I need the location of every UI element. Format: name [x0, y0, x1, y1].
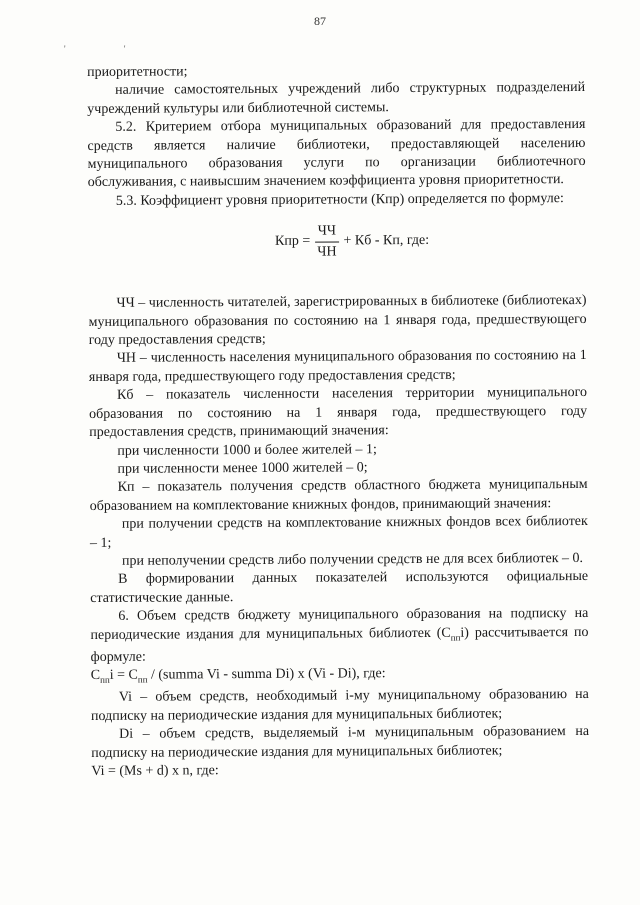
- definition-vi: Vi – объем средств, необходимый i-му муниципальному образованию на подписку на периодические издания для муниципальных библиотек;: [90, 687, 589, 724]
- definition-di: Di – объем средств, выделяемый i-м муниципальным образованием на подписку на периодические издания для муниципальных библиотек;: [91, 724, 590, 761]
- kp-value-0: при неполучении средств либо получении средств не для всех библиотек – 0.: [121, 550, 584, 569]
- definition-kb: Кб – показатель численности населения территории муниципального образования по состоянию на 1 января года, предшествующего году предоставления средств, принимающий значения:: [89, 385, 588, 441]
- fraction-numerator: ЧЧ: [315, 221, 339, 242]
- paragraph-6-subscript: пп: [450, 632, 461, 643]
- formula-lhs: Кпр =: [274, 233, 311, 249]
- fraction: [314, 221, 339, 262]
- definition-chn: ЧН – численность населения муниципального образования по состоянию на 1 января года, предшествующего году предоставления средств;: [88, 348, 587, 385]
- kb-value-1: при численности 1000 и более жителей – 1;: [117, 441, 377, 459]
- formula-kpr: [88, 216, 586, 267]
- document-body: [87, 61, 589, 781]
- formula-rhs: + Кб - Кп, где:: [343, 232, 430, 249]
- formula-cpp: [91, 664, 589, 689]
- paragraph-6-text-a: 6. Объем средств бюджету муниципального образования на подписку на периодические издания для муниципальных библиотек (С: [90, 606, 589, 643]
- paragraph-statistics: В формировании данных показателей используются официальные статистические данные.: [90, 569, 589, 606]
- scan-marks: ' ': [64, 44, 154, 54]
- definition-kp: Кп – показатель получения средств областного бюджета муниципальным образованием на комплектование книжных фондов, принимающий значения:: [89, 477, 588, 514]
- formula-cpp-c: С: [90, 668, 101, 684]
- paragraph-6-text-b: i) рассчитывается по формуле:: [90, 624, 589, 665]
- paragraph-6: [90, 605, 588, 667]
- formula-vi: Vi = (Ms + d) x n, где:: [91, 763, 219, 779]
- formula-cpp-sub2: пп: [137, 674, 148, 685]
- page-number: 87: [314, 14, 326, 28]
- fraction-denominator: ЧН: [317, 244, 337, 260]
- definition-chch: ЧЧ – численность читателей, зарегистрированных в библиотеке (библиотеках) муниципального образования по состоянию на 1 января года, предшествующего году предоставления средств;: [88, 293, 587, 349]
- kb-value-0: при численности менее 1000 жителей – 0;: [117, 460, 368, 477]
- formula-cpp-rest: / (summa Vi - summa Di) x (Vi - Di), где:: [147, 666, 386, 683]
- paragraph-5-2: 5.2. Критерием отбора муниципальных образований для предоставления средств является наличие библиотеки, предоставляющей населению муниципального образования услуги по организации библиотечного обслуживания, с наивысшим значением коэффициента уровня приоритетности.: [87, 117, 586, 191]
- formula-cpp-mid: i = С: [109, 667, 138, 684]
- kp-value-1: при получении средств на комплектование книжных фондов всех библиотек – 1;: [89, 514, 588, 551]
- paragraph: наличие самостоятельных учреждений либо структурных подразделений учреждений культуры или библиотечной системы.: [87, 80, 586, 117]
- formula-cpp-sub1: пп: [100, 674, 110, 685]
- paragraph: приоритетности;: [87, 64, 188, 80]
- paragraph-5-3: 5.3. Коэффициент уровня приоритетности (Кпр) определяется по формуле:: [115, 190, 564, 209]
